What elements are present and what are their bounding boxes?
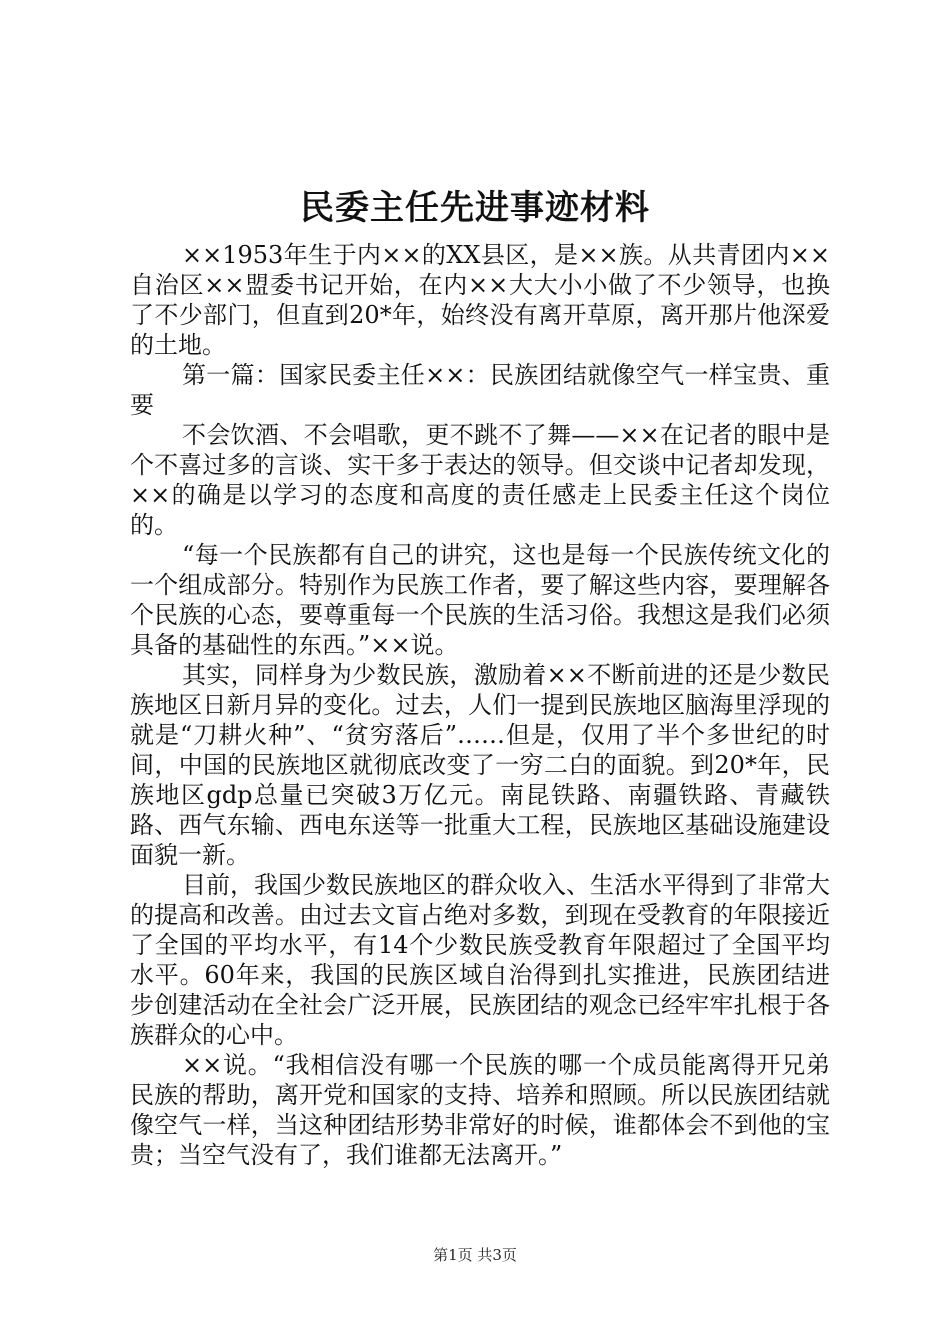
document-title: 民委主任先进事迹材料: [300, 188, 650, 228]
paragraph-1: 不会饮酒、不会唱歌，更不跳不了舞——××在记者的眼中是个不喜过多的言谈、实干多于表达的领导。但交谈中记者却发现，××的确是以学习的态度和高度的责任感走上民委主任这个岗位的。: [130, 421, 830, 539]
paragraph-5: ××说。“我相信没有哪一个民族的哪一个成员能离得开兄弟民族的帮助，离开党和国家的支持、培养和照顾。所以民族团结就像空气一样，当这种团结形势非常好的时候，谁都体会不到他的宝贵；当空气没有了，我们谁都无法离开。”: [130, 1051, 830, 1169]
paragraph-intro: ××1953年生于内××的XX县区，是××族。从共青团内××自治区××盟委书记开始，在内××大大小小做了不少领导，也换了不少部门，但直到20*年，始终没有离开草原，离开那片他深爱的土地。: [130, 241, 830, 359]
paragraph-2: “每一个民族都有自己的讲究，这也是每一个民族传统文化的一个组成部分。特别作为民族工作者，要了解这些内容，要理解各个民族的心态，要尊重每一个民族的生活习俗。我想这是我们必须具备的基础性的东西。”××说。: [130, 541, 830, 659]
paragraph-section-heading: 第一篇：国家民委主任××：民族团结就像空气一样宝贵、重要: [130, 361, 830, 419]
paragraph-3: 其实，同样身为少数民族，激励着××不断前进的还是少数民族地区日新月异的变化。过去，人们一提到民族地区脑海里浮现的就是“刀耕火种”、“贫穷落后”……但是，仅用了半个多世纪的时间，中国的民族地区就彻底改变了一穷二白的面貌。到20*年，民族地区gdp总量已突破3万亿元。南昆铁路、南疆铁路、青藏铁路、西气东输、西电东送等一批重大工程，民族地区基础设施建设面貌一新。: [130, 661, 830, 869]
document-body: [130, 240, 830, 1170]
paragraph-4: 目前，我国少数民族地区的群众收入、生活水平得到了非常大的提高和改善。由过去文盲占绝对多数，到现在受教育的年限接近了全国的平均水平，有14个少数民族受教育年限超过了全国平均水平。60年来，我国的民族区域自治得到扎实推进，民族团结进步创建活动在全社会广泛开展，民族团结的观念已经牢牢扎根于各族群众的心中。: [130, 871, 830, 1049]
page-number-footer: 第1页 共3页: [433, 1246, 517, 1264]
